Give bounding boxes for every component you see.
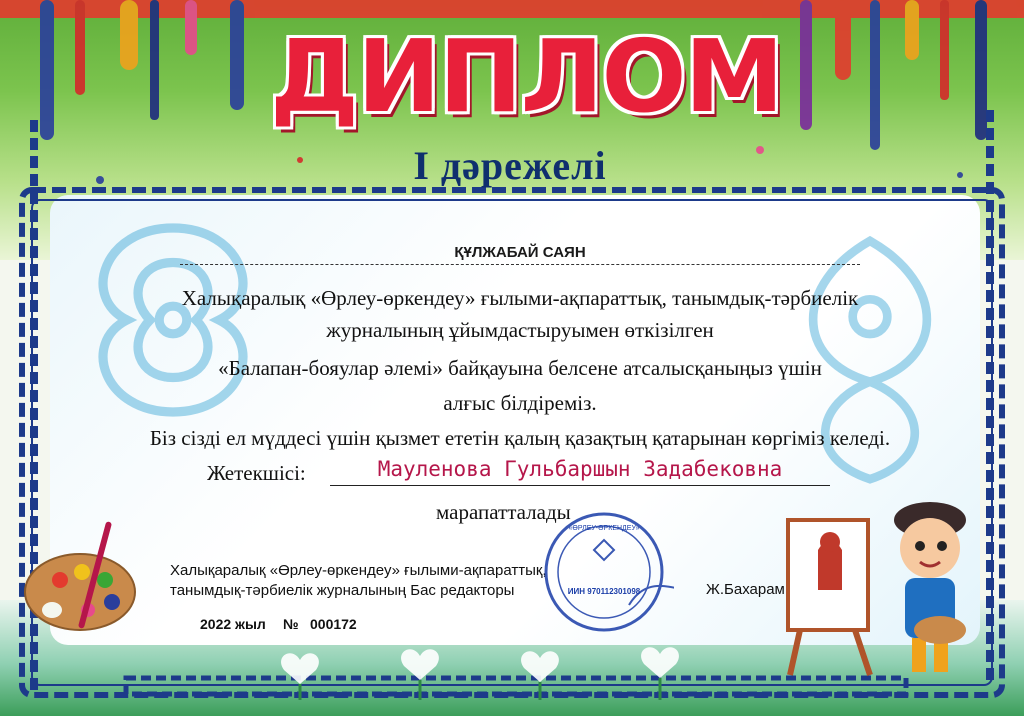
diploma-title: ДИПЛОМ bbox=[270, 18, 783, 135]
paint-palette-icon bbox=[20, 510, 150, 650]
supervisor-underline bbox=[330, 485, 830, 486]
recipient-underline bbox=[180, 264, 860, 265]
awarded-text: марапатталады bbox=[436, 500, 571, 524]
body-line-3: «Балапан-бояулар әлемі» байқауына белсене атсалысқаныңыз үшін bbox=[218, 356, 822, 380]
supervisor-label: Жетекшісі: bbox=[207, 461, 306, 485]
stamp-top-text: «ӨРЛЕУ-ӨРКЕНДЕУ» bbox=[568, 525, 640, 532]
certificate-number: 000172 bbox=[310, 616, 357, 632]
body-line-5: Біз сізді ел мүддесі үшін қызмет ететін қалың қазақтың қатарынан көргіміз келеді. bbox=[149, 426, 891, 450]
heart-flowers bbox=[0, 630, 1024, 700]
stamp-seal bbox=[534, 510, 674, 634]
supervisor-name: Мауленова Гульбаршын Задабековна bbox=[377, 457, 783, 481]
body-line-1: Халықаралық «Өрлеу-өркендеу» ғылыми-ақпараттық, танымдық-тәрбиелік bbox=[181, 286, 859, 310]
degree-label: І дәрежелі bbox=[413, 143, 607, 188]
number-label: № bbox=[283, 616, 299, 632]
signature-line-1: Халықаралық «Өрлеу-өркендеу» ғылыми-ақпараттық, bbox=[170, 562, 547, 579]
body-line-4: алғыс білдіреміз. bbox=[443, 391, 597, 415]
year-label: 2022 жыл bbox=[200, 616, 266, 632]
signature-line-2: танымдық-тәрбиелік журналының Бас редакторы bbox=[170, 582, 515, 599]
body-line-2: журналының ұйымдастыруымен өткізілген bbox=[326, 318, 714, 342]
editor-name: Ж.Бахарам bbox=[706, 581, 785, 598]
stamp-id-text: ИИН 970112301098 bbox=[567, 587, 641, 596]
recipient-name: ҚҰЛЖАБАЙ САЯН bbox=[454, 244, 586, 261]
